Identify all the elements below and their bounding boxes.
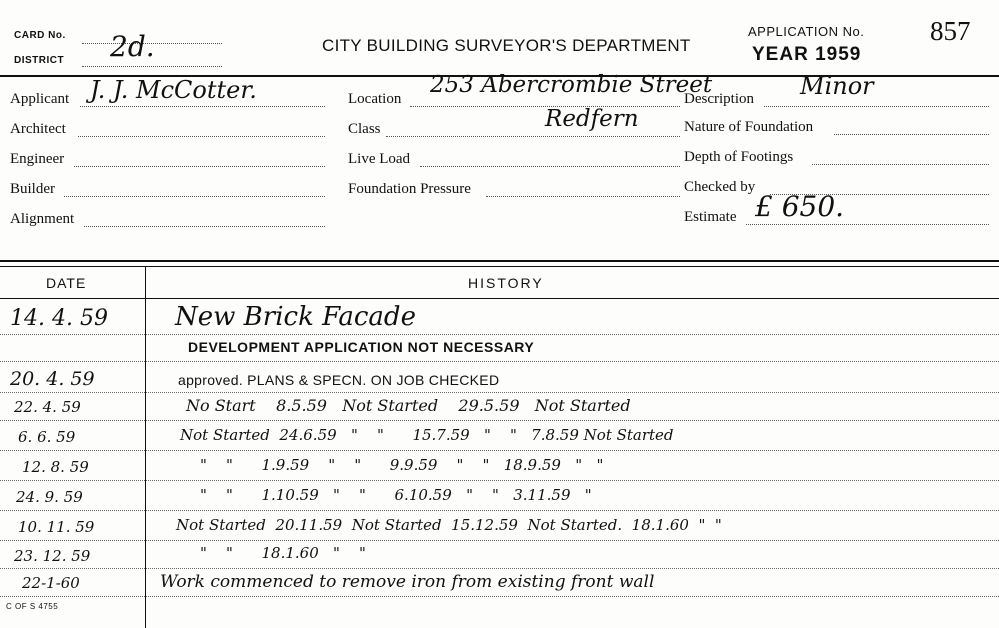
description-line — [764, 106, 989, 107]
depth-footings-label: Depth of Footings — [684, 149, 794, 165]
applicant-line — [80, 106, 325, 107]
row-history: New Brick Facade — [175, 302, 416, 332]
row-line — [0, 361, 999, 362]
application-number: 857 — [930, 16, 971, 46]
table-top-rule — [0, 260, 999, 262]
year-label: YEAR 1959 — [752, 44, 862, 65]
date-header: DATE — [46, 275, 87, 291]
foundation-pressure-label: Foundation Pressure — [348, 181, 471, 197]
row-date: 10. 11. 59 — [18, 518, 95, 536]
card-no-label: CARD No. — [14, 30, 66, 41]
builder-label: Builder — [10, 181, 55, 197]
class-label: Class — [348, 121, 381, 137]
estimate-value: £ 650. — [755, 190, 845, 223]
live-load-line — [420, 166, 680, 167]
row-history: " " 1.10.59 " " 6.10.59 " " 3.11.59 " — [200, 486, 592, 504]
department-title: CITY BUILDING SURVEYOR'S DEPARTMENT — [322, 36, 691, 55]
location-label: Location — [348, 91, 402, 107]
row-date: 22. 4. 59 — [14, 398, 81, 416]
row-line — [0, 334, 999, 335]
row-history: " " 18.1.60 " " — [200, 544, 366, 562]
date-column-divider — [145, 266, 146, 628]
estimate-label: Estimate — [684, 209, 737, 225]
engineer-label: Engineer — [10, 151, 65, 167]
row-date: 14. 4. 59 — [10, 306, 108, 331]
location-value: 253 Abercrombie Street — [430, 72, 713, 98]
architect-line — [78, 136, 325, 137]
builder-line — [64, 196, 325, 197]
row-date: 22-1-60 — [22, 574, 80, 592]
row-history: No Start 8.5.59 Not Started 29.5.59 Not Started — [186, 396, 631, 415]
row-history: approved. PLANS & SPECN. ON JOB CHECKED — [178, 372, 500, 388]
row-line — [0, 450, 999, 451]
row-line — [0, 540, 999, 541]
row-line — [0, 596, 999, 597]
row-line — [0, 510, 999, 511]
row-date: 20. 4. 59 — [10, 368, 95, 390]
applicant-label: Applicant — [10, 91, 70, 107]
row-history-stamp: DEVELOPMENT APPLICATION NOT NECESSARY — [188, 339, 535, 355]
row-history: Not Started 24.6.59 " " 15.7.59 " " 7.8.59 Not Started — [180, 426, 674, 444]
architect-label: Architect — [10, 121, 66, 137]
row-date: 23. 12. 59 — [14, 547, 91, 565]
description-label: Description — [684, 91, 754, 107]
depth-footings-line — [812, 164, 989, 165]
class-line — [386, 136, 680, 137]
alignment-label: Alignment — [10, 211, 75, 227]
table-header-rule — [0, 298, 999, 299]
row-line — [0, 392, 999, 393]
row-history: Not Started 20.11.59 Not Started 15.12.59 Not Started. 18.1.60 " " — [176, 516, 722, 534]
row-history: " " 1.9.59 " " 9.9.59 " " 18.9.59 " " — [200, 456, 604, 474]
district-value: 2d. — [110, 30, 155, 63]
row-date: 12. 8. 59 — [22, 458, 89, 476]
applicant-value: J. J. McCotter. — [90, 76, 257, 104]
estimate-line — [746, 224, 989, 225]
location-suburb: Redfern — [545, 106, 639, 132]
live-load-label: Live Load — [348, 151, 411, 167]
district-line — [82, 66, 222, 67]
checked-by-label: Checked by — [684, 179, 756, 195]
description-value: Minor — [800, 72, 874, 100]
row-line — [0, 480, 999, 481]
nature-foundation-line — [834, 134, 989, 135]
row-date: 24. 9. 59 — [16, 488, 83, 506]
row-line — [0, 568, 999, 569]
engineer-line — [74, 166, 325, 167]
alignment-line — [84, 226, 325, 227]
table-top-rule-2 — [0, 266, 999, 267]
row-line — [0, 420, 999, 421]
row-date: 6. 6. 59 — [18, 428, 76, 446]
row-history: Work commenced to remove iron from existing front wall — [160, 572, 655, 592]
district-label: DISTRICT — [14, 55, 65, 66]
form-code: C OF S 4755 — [6, 602, 59, 611]
history-header: HISTORY — [468, 275, 544, 291]
application-label: APPLICATION No. — [748, 24, 865, 39]
foundation-pressure-line — [486, 196, 680, 197]
nature-foundation-label: Nature of Foundation — [684, 119, 814, 135]
